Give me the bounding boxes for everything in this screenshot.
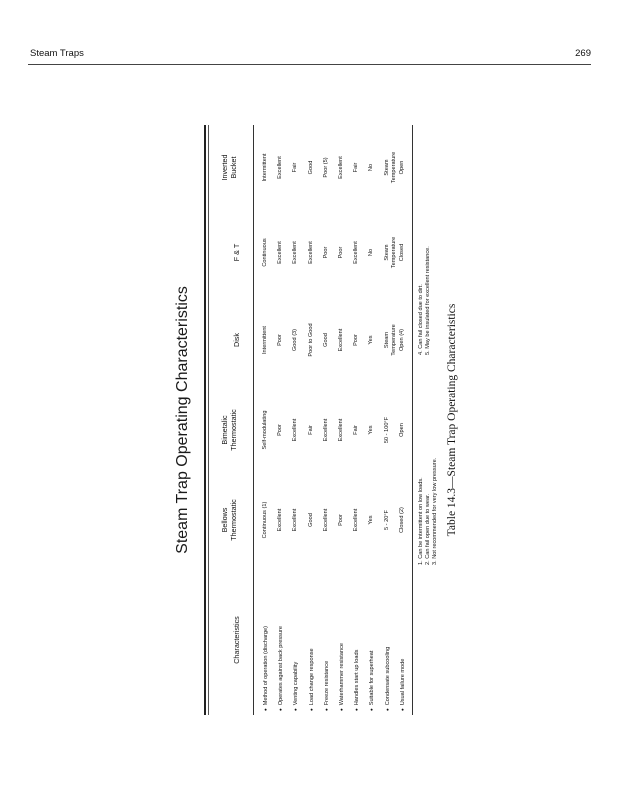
row-cell: Excellent [277, 156, 284, 179]
notes-left [418, 355, 439, 565]
row-cell: Excellent [307, 241, 314, 264]
row-cell: Intermittent [262, 326, 268, 354]
row-cell: Poor to Good [307, 323, 314, 357]
table-row [262, 125, 278, 715]
note-5: 5. May be insulated for excellent resistance. [425, 246, 431, 355]
header-characteristics: Characteristics [232, 616, 241, 664]
row-cell: Poor [277, 334, 284, 346]
row-cell: Steam Temperature [383, 324, 397, 356]
row-cell: 5 - 20°F [383, 510, 390, 530]
notes-right [418, 145, 432, 355]
table-top-rule [204, 125, 206, 715]
row-cell: Continuous [262, 238, 268, 267]
row-cell: Good [307, 513, 314, 527]
table-top-rule-thin [208, 125, 209, 715]
row-cell: Fair [292, 162, 299, 173]
row-cell: Excellent [353, 241, 360, 264]
row-cell: Yes [368, 515, 375, 525]
table-row [277, 125, 293, 715]
table-title: Steam Trap Operating Characteristics [174, 286, 191, 554]
row-cell: Fair [353, 162, 360, 173]
row-cell: Open [398, 423, 405, 437]
row-cell: Good [322, 333, 329, 347]
row-cell: Excellent [338, 328, 344, 352]
row-cell: No [368, 163, 375, 172]
row-cell: Excellent [292, 508, 299, 532]
row-cell: No [368, 248, 375, 257]
row-cell: Open [398, 160, 405, 175]
row-cell: Intermittent [262, 153, 268, 182]
row-characteristic: ● Method of operation (discharge) [262, 565, 270, 711]
table-row [368, 125, 384, 715]
note-3: 3. Not recommended for very low pressure. [432, 457, 438, 565]
row-cell: Continuous (1) [262, 501, 268, 539]
row-cell: Poor [353, 334, 360, 346]
page-number: 269 [575, 48, 591, 59]
row-cell: Yes [368, 425, 375, 435]
row-characteristic: ● Operates against back pressure [277, 565, 285, 711]
note-1: 1. Can be intermittent on low loads. [418, 477, 424, 565]
row-cell: Poor [322, 246, 329, 259]
row-cell: 50 - 100°F [383, 416, 390, 444]
running-title: Steam Traps [30, 48, 84, 59]
row-cell: Excellent [338, 156, 344, 179]
page-header [28, 38, 591, 65]
table-row [338, 125, 354, 715]
row-cell: Steam Temperature [383, 151, 397, 184]
row-cell: Good [307, 160, 314, 175]
table-row [292, 125, 308, 715]
header-ft: F & T [232, 243, 241, 262]
table-bottom-rule [412, 125, 413, 715]
table-row [323, 125, 339, 715]
row-characteristic: ● Waterhammer resistance [338, 565, 346, 711]
row-characteristic: ● Handles start up loads [353, 565, 361, 711]
header-disk: Disk [232, 333, 241, 347]
row-cell: Poor (5) [322, 157, 329, 178]
table-header-rule [253, 125, 254, 715]
row-cell: Excellent [277, 508, 284, 532]
row-cell: Open (4) [398, 328, 405, 352]
row-characteristic: ● Condensate subcooling [384, 565, 392, 711]
row-characteristic: ● Freeze resistance [323, 565, 331, 711]
row-cell: Excellent [292, 241, 299, 264]
row-cell: Yes [368, 335, 375, 345]
header-bimetalic: Bimetalic Thermostatic [220, 409, 238, 451]
row-cell: Poor [338, 514, 344, 526]
row-cell: Closed (2) [398, 507, 405, 533]
row-characteristic: ● Load change response [308, 565, 316, 711]
row-cell: Good (3) [292, 328, 299, 352]
row-cell: Poor [338, 246, 344, 259]
rotated-table-block [174, 125, 458, 715]
table-caption: Table 14.3—Steam Trap Operating Characteristics [446, 303, 458, 537]
row-characteristic: ● Venting capability [292, 565, 300, 711]
row-cell: Excellent [292, 418, 299, 442]
header-bellows: Bellows Thermostatic [220, 499, 238, 541]
header-inverted-bucket: Inverted Bucket [220, 154, 238, 181]
row-cell: Poor [277, 424, 284, 436]
note-4: 4. Can fail closed due to dirt. [418, 284, 424, 355]
row-characteristic: ● Usual failure mode [399, 565, 407, 711]
row-cell: Excellent [353, 508, 360, 532]
row-cell: Excellent [322, 418, 329, 442]
row-cell: Fair [353, 425, 360, 435]
row-cell: Excellent [322, 508, 329, 532]
table-row [384, 125, 400, 715]
row-cell: Self-modulating [262, 410, 268, 450]
row-cell: Excellent [338, 418, 344, 442]
row-characteristic: ● Suitable for superheat [368, 565, 376, 711]
row-cell: Fair [307, 425, 314, 435]
row-cell: Steam Temperature [383, 236, 397, 269]
note-2: 2. Can fail open due to wear. [425, 493, 431, 565]
table-row [353, 125, 369, 715]
row-cell: Excellent [277, 241, 284, 264]
row-cell: Closed [398, 243, 405, 262]
table-row [308, 125, 324, 715]
